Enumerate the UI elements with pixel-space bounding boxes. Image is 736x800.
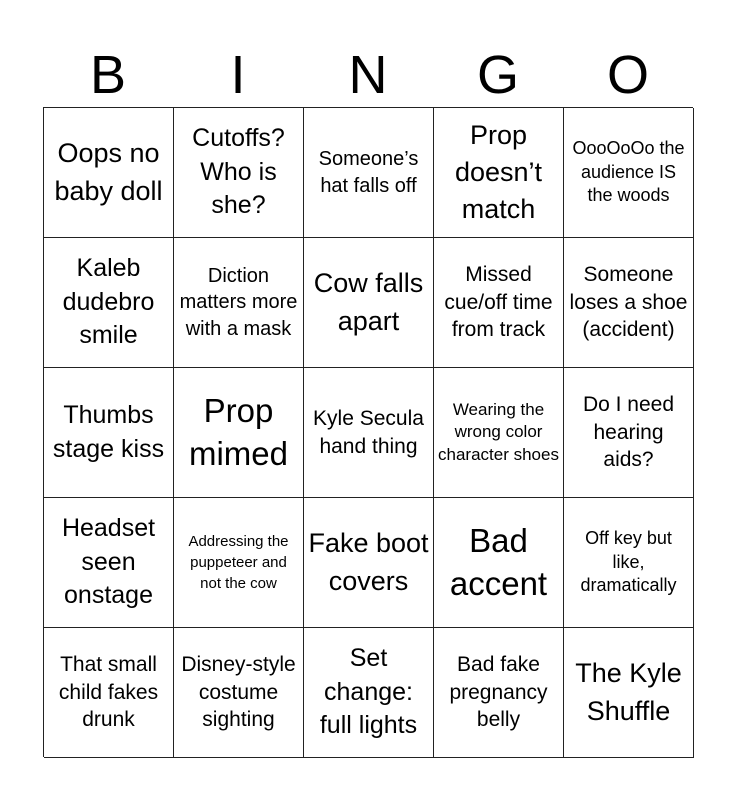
bingo-cell[interactable] [304, 108, 434, 238]
cell-text: Oops no baby doll [54, 138, 163, 206]
bingo-header [43, 44, 693, 106]
bingo-cell[interactable] [434, 628, 564, 758]
header-letter-b: B [89, 45, 127, 105]
bingo-cell[interactable] [434, 238, 564, 368]
header-letter-g: G [476, 45, 519, 105]
header-letter-n: N [348, 45, 388, 105]
cell-text: Cow falls apart [313, 268, 424, 336]
cell-text: Bad fake pregnancy belly [449, 652, 548, 732]
bingo-cell[interactable] [304, 498, 434, 628]
bingo-cell[interactable] [44, 368, 174, 498]
cell-text: Cutoffs? Who is she? [192, 123, 285, 220]
cell-text: Someone’s hat falls off [318, 148, 419, 197]
cell-text: Kyle Secula hand thing [313, 406, 424, 458]
cell-text: Kaleb dudebro smile [62, 253, 155, 350]
bingo-cell[interactable] [174, 498, 304, 628]
bingo-cell[interactable] [44, 108, 174, 238]
cell-text: Set change: full lights [319, 643, 418, 740]
header-letter-i: I [230, 45, 246, 105]
cell-text: Disney-style costume sighting [181, 652, 296, 732]
cell-text: Addressing the puppeteer and not the cow [188, 533, 289, 592]
bingo-cell[interactable] [434, 368, 564, 498]
bingo-cell[interactable] [44, 628, 174, 758]
bingo-cell[interactable] [304, 238, 434, 368]
bingo-cell[interactable] [174, 238, 304, 368]
cell-text: Thumbs stage kiss [52, 400, 165, 463]
cell-text: Someone loses a shoe (accident) [569, 262, 688, 342]
cell-text: The Kyle Shuffle [575, 658, 682, 726]
bingo-cell[interactable] [434, 108, 564, 238]
cell-text: That small child fakes drunk [58, 652, 159, 732]
bingo-cell[interactable] [174, 368, 304, 498]
bingo-cell[interactable] [434, 498, 564, 628]
cell-text: Fake boot covers [308, 528, 429, 596]
bingo-cell[interactable] [304, 368, 434, 498]
cell-text: Wearing the wrong color character shoes [438, 400, 559, 464]
bingo-cell[interactable] [564, 498, 694, 628]
cell-text: Bad accent [449, 521, 548, 602]
bingo-cell[interactable] [44, 498, 174, 628]
bingo-cell[interactable] [564, 108, 694, 238]
cell-text: Headset seen onstage [61, 513, 156, 610]
cell-text: Missed cue/off time from track [444, 262, 553, 342]
cell-text: OooOoOo the audience IS the woods [572, 138, 685, 206]
bingo-cell[interactable] [564, 368, 694, 498]
header-letter-o: O [606, 45, 649, 105]
cell-text: Prop mimed [188, 391, 289, 472]
bingo-cell[interactable] [564, 238, 694, 368]
cell-text: Prop doesn’t match [454, 119, 543, 225]
cell-text: Off key but like, dramatically [580, 528, 677, 596]
bingo-cell[interactable] [564, 628, 694, 758]
bingo-cell[interactable] [304, 628, 434, 758]
bingo-cell[interactable] [44, 238, 174, 368]
cell-text: Diction matters more with a mask [179, 264, 298, 340]
bingo-cell[interactable] [174, 628, 304, 758]
bingo-cell[interactable] [174, 108, 304, 238]
cell-text: Do I need hearing aids? [582, 392, 675, 472]
bingo-board [43, 107, 693, 757]
